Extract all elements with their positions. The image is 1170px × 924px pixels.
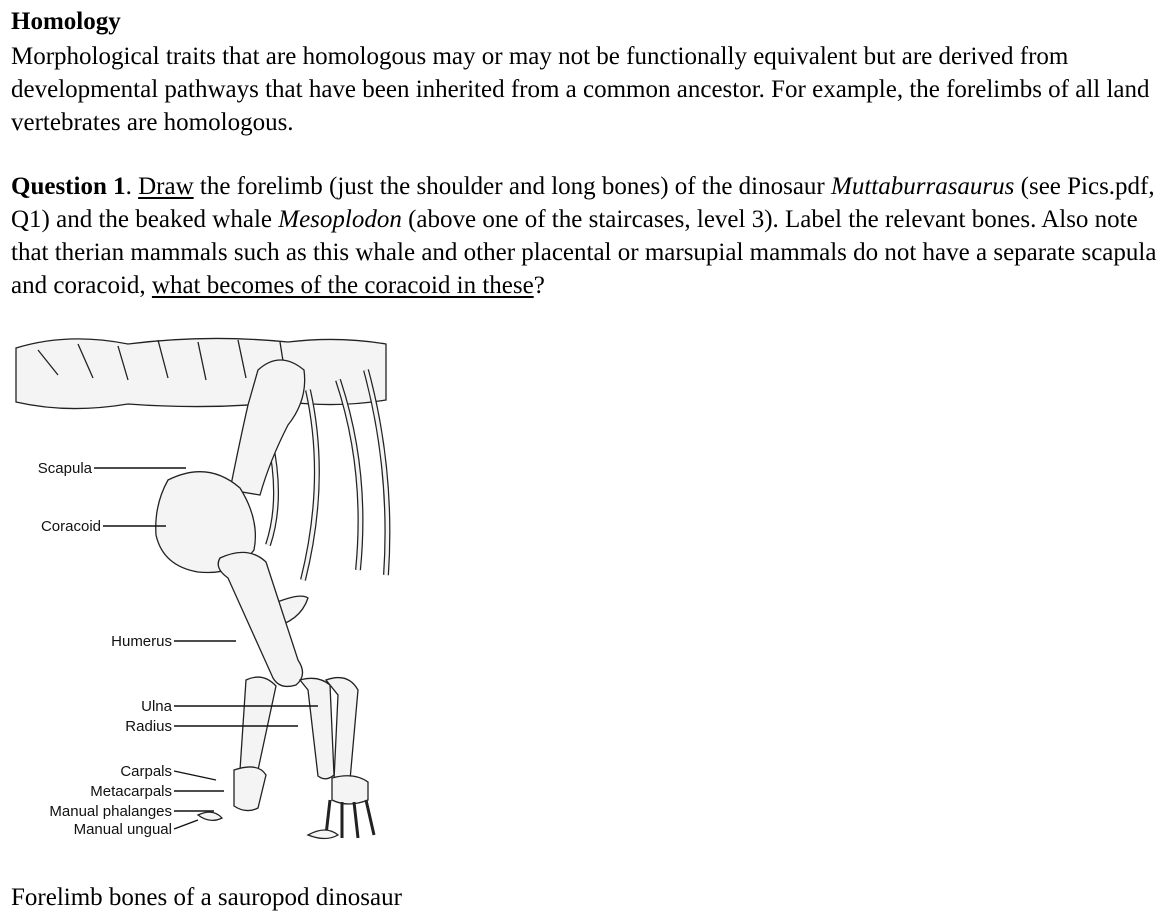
sauropod-forelimb-figure xyxy=(8,330,393,850)
label-humerus: Humerus xyxy=(111,633,172,650)
figure-caption: Forelimb bones of a sauropod dinosaur xyxy=(11,884,402,911)
question-part2: (see Pics.pdf, Q1) and the beaked whale xyxy=(11,173,1155,233)
question-punct: . xyxy=(125,173,139,200)
carpal-block xyxy=(332,776,368,804)
label-manual-ungual: Manual ungual xyxy=(73,821,172,838)
forelimb-illustration xyxy=(8,330,393,850)
question-paragraph xyxy=(11,170,1170,302)
taxon-muttaburrasaurus: Muttaburrasaurus xyxy=(831,173,1015,200)
label-carpals: Carpals xyxy=(120,763,172,780)
ulna-bone xyxy=(300,678,334,778)
draw-word: Draw xyxy=(138,173,194,200)
label-radius: Radius xyxy=(125,718,172,735)
label-manual-phalanges: Manual phalanges xyxy=(49,803,172,820)
question-end: ? xyxy=(533,272,545,299)
question-part1: the forelimb (just the shoulder and long bones) of the dinosaur xyxy=(193,173,832,200)
label-ulna: Ulna xyxy=(141,698,172,715)
vertebral-column xyxy=(16,338,386,408)
manual-ungual-leader xyxy=(174,820,198,829)
coracoid-question: what becomes of the coracoid in these xyxy=(151,272,534,299)
label-coracoid: Coracoid xyxy=(40,518,101,535)
label-metacarpals: Metacarpals xyxy=(90,783,172,800)
question-label: Question 1 xyxy=(11,173,126,200)
taxon-mesoplodon: Mesoplodon xyxy=(278,206,402,233)
question-part3: (above one of the staircases, level 3). Label the relevant bones. Also note that therian mammals such as this whale and other placental or marsupial mammals do not have a separate scapula and coracoid, xyxy=(11,206,1157,299)
section-heading: Homology xyxy=(11,8,121,35)
manual-ungual-claw xyxy=(308,830,338,839)
label-scapula: Scapula xyxy=(37,460,92,477)
intro-paragraph: Morphological traits that are homologous may or may not be functionally equivalent but are derived from developmental pathways that have been inherited from a common ancestor. For example, the forelimbs of all land vertebrates are homologous. xyxy=(11,43,1150,136)
carpals-leader xyxy=(174,771,216,780)
